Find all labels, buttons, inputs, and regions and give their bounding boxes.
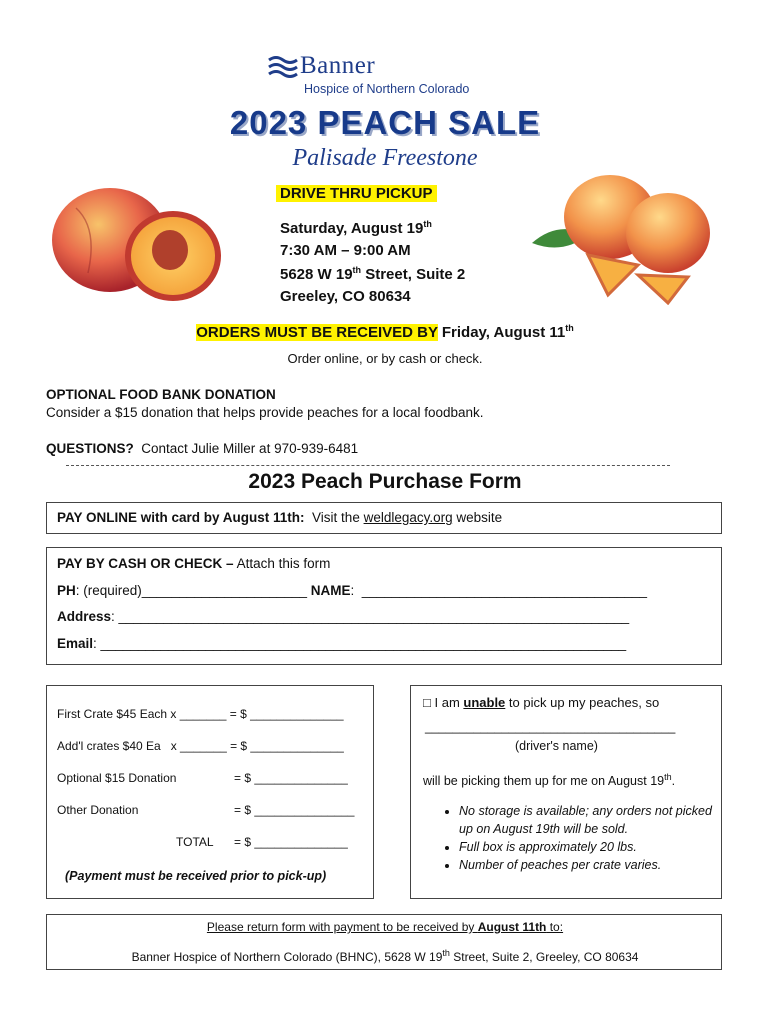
address-line[interactable]	[57, 609, 629, 624]
pay-online-text: Visit the	[304, 510, 364, 525]
street-sup: th	[352, 265, 362, 275]
questions-line	[46, 441, 358, 456]
donation-text: Consider a $15 donation that helps provide peaches for a local foodbank.	[46, 405, 484, 420]
pickup-date	[280, 219, 432, 237]
unable-post: to pick up my peaches, so	[505, 695, 660, 710]
unable-pre: I am	[434, 695, 464, 710]
order-methods: Order online, or by cash or check.	[287, 351, 483, 366]
deadline-highlight: ORDERS MUST BE RECEIVED BY	[196, 324, 438, 341]
return-line1-post: to:	[546, 920, 564, 934]
logo-subtitle: Hospice of Northern Colorado	[304, 82, 470, 96]
banner-logo	[268, 50, 528, 100]
order-box	[46, 685, 374, 899]
order-deadline	[0, 323, 770, 341]
pickup-date-sup: th	[423, 219, 432, 229]
pay-online-bold: PAY ONLINE with card by August 11th:	[57, 510, 305, 525]
unable-word: unable	[463, 695, 506, 710]
pickup-street	[280, 265, 465, 283]
picking-sup: th	[664, 772, 672, 782]
pay-cash-box	[46, 547, 722, 665]
questions-text: Contact Julie Miller at 970-939-6481	[133, 441, 359, 456]
address-label: Address	[57, 609, 112, 624]
pickup-city: Greeley, CO 80634	[280, 288, 411, 305]
pay-cash-heading-bold: PAY BY CASH OR CHECK –	[57, 556, 234, 571]
drive-thru-heading: DRIVE THRU PICKUP	[276, 185, 437, 202]
deadline-date-sup: th	[565, 323, 574, 333]
questions-label: QUESTIONS?	[46, 441, 134, 456]
street-prefix: 5628 W 19	[280, 266, 353, 283]
logo-name: Banner	[300, 52, 376, 79]
pickup-date-text: Saturday, August 19	[280, 220, 424, 237]
return-line2-post: Street, Suite 2, Greeley, CO 80634	[449, 950, 639, 964]
donation-heading: OPTIONAL FOOD BANK DONATION	[46, 387, 276, 402]
deadline-date: Friday, August 11	[437, 324, 566, 341]
payment-note: (Payment must be received prior to pick-up)	[65, 869, 327, 883]
picking-post: .	[671, 774, 676, 789]
email-label: Email	[57, 636, 94, 651]
driver-box	[410, 685, 722, 899]
address-field[interactable]: : ____________________________________________________________________	[111, 609, 630, 624]
ph-field[interactable]: : (required)______________________	[75, 583, 311, 598]
return-line-1	[47, 920, 723, 934]
total-label: TOTAL	[176, 835, 214, 849]
picking-pre: will be picking them up for me on August 19	[423, 774, 665, 789]
email-field[interactable]: : ______________________________________________________________________	[93, 636, 627, 651]
pay-online-box	[46, 502, 722, 534]
return-line-2	[47, 948, 723, 964]
driver-name-field[interactable]: ____________________________________	[425, 720, 676, 734]
name-field[interactable]: : ______________________________________	[350, 583, 648, 598]
pay-online-after: website	[452, 510, 503, 525]
note-item: • Full box is approximately 20 lbs.	[459, 838, 716, 856]
additional-crates-line[interactable]: Add'l crates $40 Ea x _______ = $ ______________	[57, 739, 344, 753]
other-donation-label: Other Donation	[57, 803, 139, 817]
street-suffix: Street, Suite 2	[361, 266, 466, 283]
return-line2-sup: th	[442, 948, 450, 958]
pickup-time: 7:30 AM – 9:00 AM	[280, 242, 411, 259]
driver-name-label: (driver's name)	[515, 739, 598, 753]
donation-label: Optional $15 Donation	[57, 771, 177, 785]
page-title: 2023 PEACH SALE	[229, 104, 541, 141]
notes-list-wrap	[441, 802, 716, 874]
note-item: • No storage is available; any orders not picked up on August 19th will be sold.	[459, 802, 716, 838]
first-crate-line[interactable]: First Crate $45 Each x _______ = $ ______________	[57, 707, 344, 721]
name-label: NAME	[310, 583, 351, 598]
note-item: • Number of peaches per crate varies.	[459, 856, 716, 874]
unable-checkbox[interactable]: □	[423, 695, 431, 710]
pay-cash-heading	[57, 556, 330, 571]
pay-cash-heading-rest: Attach this form	[233, 556, 331, 571]
unable-line	[423, 695, 659, 710]
weldlegacy-link[interactable]: weldlegacy.org	[363, 510, 453, 525]
return-line1-pre: Please return form with payment to be received by	[206, 920, 478, 934]
page-subtitle: Palisade Freestone	[292, 145, 478, 171]
picking-up-line	[423, 772, 675, 788]
banner-wave-icon	[268, 54, 298, 80]
return-line1-bold: August 11th	[477, 920, 547, 934]
pay-online-line	[57, 510, 502, 525]
other-donation-field[interactable]: = $ _______________	[234, 803, 355, 817]
form-title: 2023 Peach Purchase Form	[248, 470, 522, 493]
email-line[interactable]	[57, 636, 626, 651]
return-line2-pre: Banner Hospice of Northern Colorado (BHNC), 5628 W 19	[131, 950, 443, 964]
total-field[interactable]: = $ ______________	[234, 835, 348, 849]
cut-line-divider	[66, 465, 670, 466]
ph-label: PH	[57, 583, 76, 598]
peaches-left-image	[48, 178, 223, 306]
notes-list	[441, 802, 716, 874]
donation-amount-field[interactable]: = $ ______________	[234, 771, 348, 785]
phone-name-line[interactable]	[57, 583, 647, 598]
return-box	[46, 914, 722, 970]
peaches-right-image	[528, 165, 713, 305]
